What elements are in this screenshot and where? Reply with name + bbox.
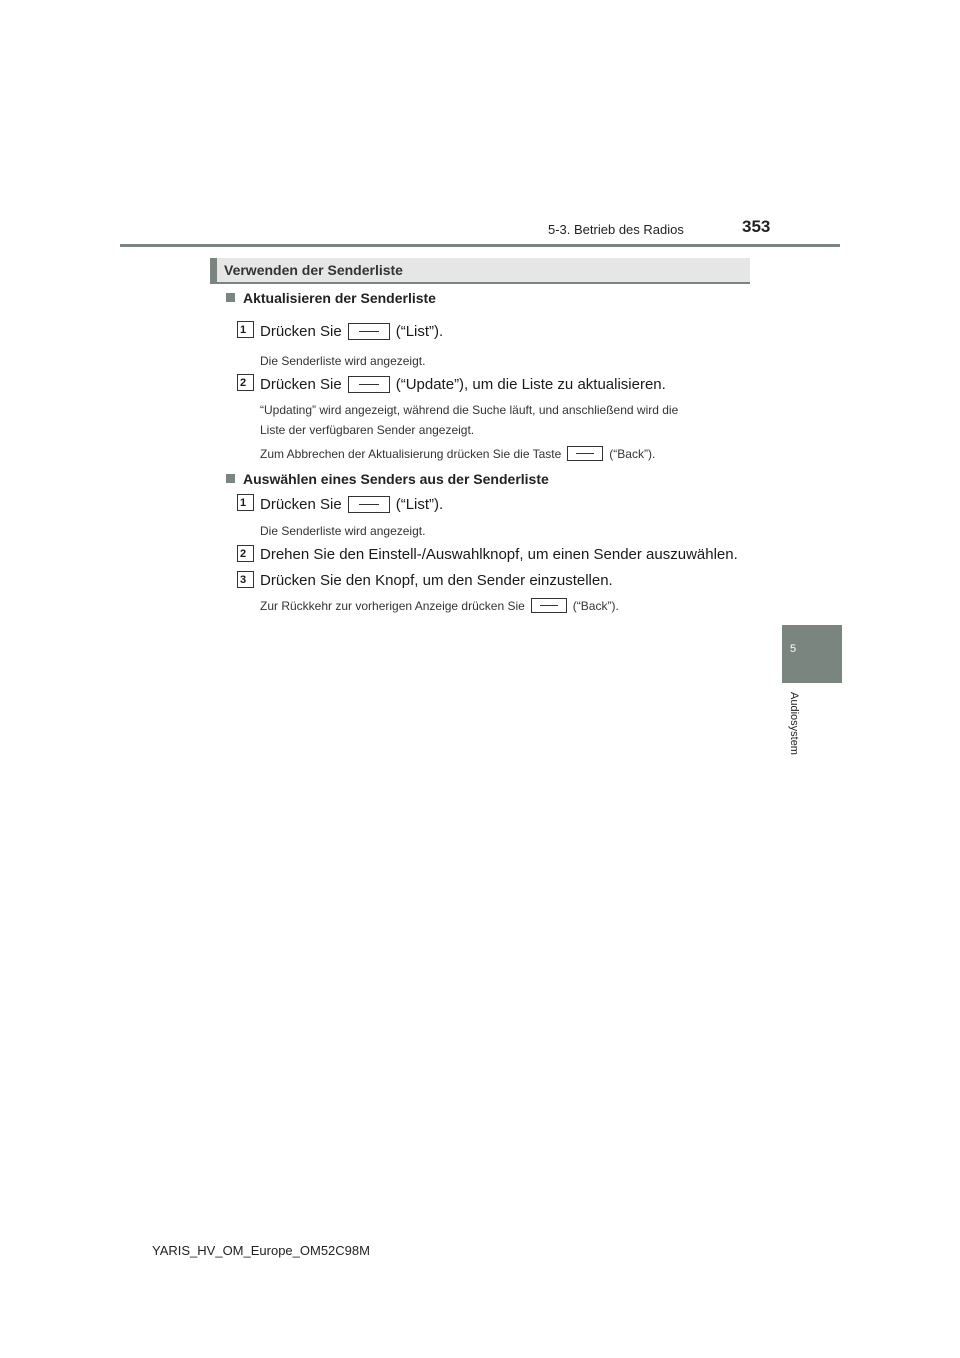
list-button-icon — [348, 323, 390, 340]
running-header-section: 5-3. Betrieb des Radios — [548, 222, 684, 237]
step-note — [260, 400, 746, 440]
step-note: Die Senderliste wird angezeigt. — [260, 354, 426, 368]
subheading-select-station — [226, 471, 549, 487]
step-number-box: 1 — [237, 494, 254, 511]
step-text-pre: Drücken Sie — [260, 376, 342, 393]
subheading-text: Auswählen eines Senders aus der Senderliste — [243, 471, 549, 487]
square-bullet-icon — [226, 474, 235, 483]
step-number-box: 2 — [237, 374, 254, 391]
subheading-update-list — [226, 290, 436, 306]
step-note: Die Senderliste wird angezeigt. — [260, 524, 426, 538]
step-text-pre: Drücken Sie — [260, 496, 342, 513]
section-title: Verwenden der Senderliste — [224, 262, 403, 278]
update-button-icon — [348, 376, 390, 393]
step-number-box: 3 — [237, 571, 254, 588]
chapter-label-container — [782, 692, 806, 782]
note-text-pre: Zum Abbrechen der Aktualisierung drücken Sie die Taste — [260, 447, 562, 461]
section-heading-accent — [210, 258, 217, 284]
note-text-pre: Zur Rückkehr zur vorherigen Anzeige drücken Sie — [260, 599, 525, 613]
note-line: Liste der verfügbaren Sender angezeigt. — [260, 423, 475, 437]
step-instruction — [260, 376, 666, 393]
note-text-post: (“Back”). — [609, 447, 656, 461]
step-number-box: 1 — [237, 321, 254, 338]
step-text-post: (“Update”), um die Liste zu aktualisieren. — [395, 376, 666, 393]
step-instruction — [260, 496, 443, 513]
page-number: 353 — [742, 217, 771, 236]
step-text-pre: Drücken Sie — [260, 323, 342, 340]
step-instruction: Drehen Sie den Einstell-/Auswahlknopf, um einen Sender auszuwählen. — [260, 546, 738, 563]
back-button-icon — [531, 598, 567, 613]
chapter-number: 5 — [790, 643, 797, 655]
step-note — [260, 596, 619, 616]
step-instruction: Drücken Sie den Knopf, um den Sender einzustellen. — [260, 572, 613, 589]
step-note — [260, 444, 655, 464]
step-text-post: (“List”). — [395, 323, 444, 340]
note-text-post: (“Back”). — [572, 599, 619, 613]
square-bullet-icon — [226, 293, 235, 302]
header-divider — [120, 244, 840, 247]
subheading-text: Aktualisieren der Senderliste — [243, 290, 436, 306]
document-footer-code: YARIS_HV_OM_Europe_OM52C98M — [152, 1243, 370, 1258]
step-text-post: (“List”). — [395, 496, 444, 513]
step-instruction — [260, 323, 443, 340]
section-heading-bar — [210, 258, 750, 284]
step-number-box: 2 — [237, 545, 254, 562]
chapter-label: Audiosystem — [788, 692, 800, 755]
list-button-icon — [348, 496, 390, 513]
note-line: “Updating” wird angezeigt, während die Suche läuft, und anschließend wird die — [260, 403, 679, 417]
back-button-icon — [567, 446, 603, 461]
